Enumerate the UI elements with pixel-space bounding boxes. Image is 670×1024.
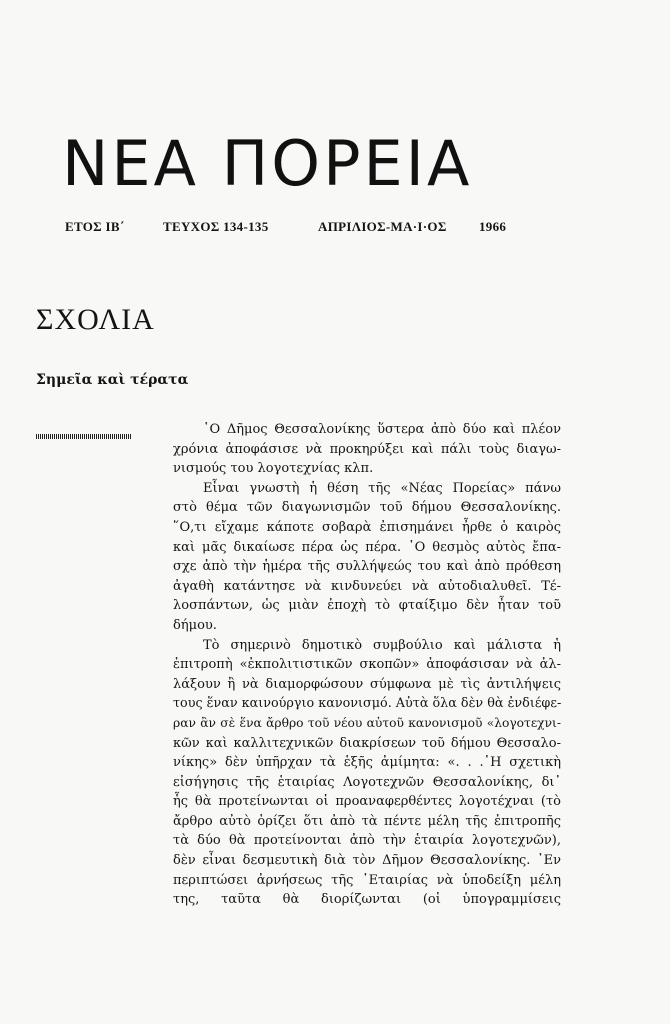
body-line: δὲν εἶναι δεσμευτικὴ διὰ τὸν Δῆμον Θεσσαλονίκης. ᾿Εν xyxy=(173,853,561,869)
body-line: ἧς θὰ προτείνωνται οἱ προαναφερθέντες λογοτέχναι (τὸ xyxy=(173,794,561,810)
body-line: λάξουν ἢ νὰ διαμορφώσουν σύμφωνα μὲ τὶς ἀντιλήψεις xyxy=(173,676,561,692)
body-line: ἄρθρο αὐτὸ ὁρίζει ὅτι ἀπὸ τὰ πέντε μέλη τῆς ἐπιτροπῆς xyxy=(173,813,561,829)
body-line: Εἶναι γνωστὴ ἡ θέση τῆς «Νέας Πορείας» πάνω xyxy=(203,480,561,496)
body-line: νίκης» δὲν ὑπῆρχαν τὰ ἑξῆς ἀμίμητα: «. . .῾Η σχετικὴ xyxy=(173,755,561,771)
body-line: δήμου. xyxy=(173,617,217,633)
body-line: τους ἕναν καινούργιο κανονισμό. Αὐτὰ ὅλα δὲν θὰ ἐνδιέφε- xyxy=(173,696,562,712)
body-line: στὸ θέμα τῶν διαγωνισμῶν τοῦ δήμου Θεσσαλονίκης. xyxy=(173,500,561,516)
body-line: ἀγαθὴ κατάντησε νὰ κινδυνεύει νὰ αὐτοδιαλυθεῖ. Τέ- xyxy=(173,578,561,594)
decorative-rule xyxy=(36,434,132,439)
body-line: χρόνια ἀποφάσισε νὰ προκηρύξει καὶ πάλι τοὺς διαγω- xyxy=(173,441,561,457)
body-line: ῾Ο Δῆμος Θεσσαλονίκης ὕστερα ἀπὸ δύο καὶ πλέον xyxy=(203,422,561,437)
body-line: εἰσήγησις τῆς ἑταιρίας Λογοτεχνῶν Θεσσαλονίκης, δι᾿ xyxy=(173,774,561,790)
article-body xyxy=(173,420,561,910)
body-line: τὰ δύο θὰ προτείνονται ἀπὸ τὴν ἑταιρία λογοτεχνῶν), xyxy=(173,833,561,849)
body-line: Τὸ σημερινὸ δημοτικὸ συμβούλιο καὶ μάλιστα ἡ xyxy=(203,637,561,653)
body-line: λοσπάντων, ὡς μιὰν ἐποχὴ τὸ φταίξιμο δὲν ἦταν τοῦ xyxy=(173,598,561,614)
body-line: νισμούς του λογοτεχνίας κλπ. xyxy=(173,461,374,477)
body-line: ἐπιτροπὴ «ἐκπολιτιστικῶν σκοπῶν» ἀποφάσισαν νὰ ἀλ- xyxy=(173,657,561,673)
body-line: σχε ἀπὸ τὴν ἡμέρα τῆς συλλήψεώς του καὶ ἀπὸ πρόθεση xyxy=(173,559,561,575)
issue-date: 1966 xyxy=(479,219,507,234)
body-line: περιπτώσει ἀρνήσεως τῆς ῾Εταιρίας νὰ ὑποδείξη μέλη xyxy=(173,872,561,888)
body-line: κῶν καὶ καλλιτεχνικῶν διακρίσεων τοῦ δήμου Θεσσαλο- xyxy=(173,735,561,751)
article-subtitle: Σημεῖα καὶ τέρατα xyxy=(36,372,189,388)
issue-months: ΑΠΡΙΛΙΟΣ-ΜΑ·Ι·ΟΣ xyxy=(318,219,447,234)
section-title: ΣΧΟΛΙΑ xyxy=(36,303,155,336)
body-line: ῞Ο,τι εἴχαμε κάποτε σοβαρὰ ἐπισημάνει ἦρθε ὁ καιρὸς xyxy=(173,519,561,535)
issue-number: ΤΕΥΧΟΣ 134-135 xyxy=(163,219,269,234)
body-line: καὶ μᾶς δικαίωσε πέρα ὡς πέρα. ῾Ο θεσμὸς αὐτὸς ἔπα- xyxy=(173,539,561,555)
issue-year: ΕΤΟΣ ΙΒ΄ xyxy=(65,219,125,234)
body-line: της, ταῦτα θὰ διορίζωνται (οἱ ὑπογραμμίσεις xyxy=(173,892,561,908)
journal-masthead: ΝΕΑ ΠΟΡΕΙΑ xyxy=(62,127,473,200)
body-line: ραν ἂν σὲ ἕνα ἄρθρο τοῦ νέου αὐτοῦ κανονισμοῦ «λογοτεχνι- xyxy=(173,715,561,730)
